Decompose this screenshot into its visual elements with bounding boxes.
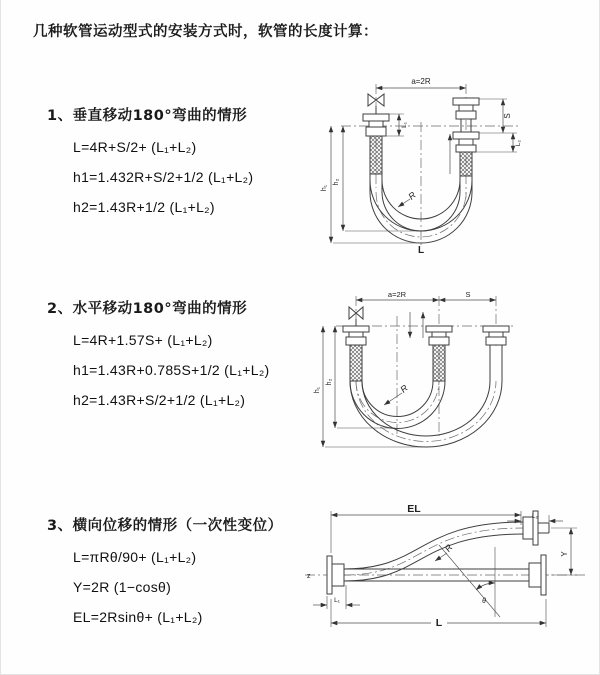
flange-right-upper bbox=[453, 98, 479, 119]
page-title: 几种软管运动型式的安装方式时，软管的长度计算： bbox=[33, 24, 378, 40]
dim-label-s: S bbox=[465, 290, 471, 299]
diagram-lateral-displacement bbox=[299, 503, 594, 633]
formula-l: L=πRθ/90+ (L₁+L₂) bbox=[73, 549, 197, 565]
dim-label-l2: L₂ bbox=[531, 513, 539, 520]
section-1 bbox=[47, 104, 253, 222]
diagram-horizontal-180-bend bbox=[311, 286, 551, 458]
dim-label-l1: L₁ bbox=[334, 597, 340, 604]
dim-label-r: R bbox=[442, 542, 455, 554]
diagram-vertical-180-bend bbox=[311, 70, 551, 255]
dim-label-l1: L₁ bbox=[401, 122, 408, 128]
section-2-formulas bbox=[73, 325, 270, 415]
formula-h1: h1=1.432R+S/2+1/2 (L₁+L₂) bbox=[73, 169, 254, 185]
flange-right bbox=[483, 326, 509, 345]
dim-label-h2: h₂ bbox=[333, 178, 340, 186]
dimension-a-2r bbox=[356, 290, 439, 300]
dim-label-s: S bbox=[503, 113, 512, 119]
section-2 bbox=[47, 297, 270, 415]
dimension-h1 bbox=[314, 326, 423, 447]
dim-label-h1: h₁ bbox=[321, 184, 328, 192]
dimension-a-2r bbox=[376, 77, 466, 88]
dimension-y bbox=[551, 528, 577, 575]
formula-y: Y=2R (1−cosθ) bbox=[73, 579, 172, 595]
dim-label-theta: θ bbox=[482, 598, 486, 605]
dimension-l1 bbox=[313, 585, 360, 609]
formula-h2: h2=1.43R+S/2+1/2 (L₁+L₂) bbox=[73, 392, 246, 408]
dim-label-y: Y bbox=[560, 551, 569, 557]
hose-s-curve bbox=[344, 522, 524, 581]
dim-label-el: EL bbox=[407, 503, 421, 515]
flange-left bbox=[327, 556, 344, 594]
braided-hose-section bbox=[433, 345, 445, 381]
centerline-break-mark: z bbox=[307, 573, 311, 580]
flange-left bbox=[343, 326, 369, 345]
dim-label-r: R bbox=[406, 189, 418, 202]
section-2-heading: 2、水平移动180°弯曲的情形 bbox=[47, 301, 248, 317]
radius-callout bbox=[398, 189, 418, 207]
flange-right-lower bbox=[453, 132, 479, 152]
dim-label-l: L bbox=[435, 617, 443, 629]
section-3-formulas bbox=[73, 542, 283, 632]
dim-label-l: L bbox=[417, 245, 425, 255]
dim-label-r: R bbox=[398, 382, 410, 395]
dim-label-a2r: a=2R bbox=[387, 290, 407, 299]
dim-label-h2: h₂ bbox=[326, 378, 333, 386]
formula-l: L=4R+S/2+ (L₁+L₂) bbox=[73, 139, 197, 155]
flange-middle bbox=[426, 326, 452, 345]
dim-label-a2r: a=2R bbox=[411, 77, 431, 86]
section-3-heading: 3、横向位移的情形（一次性变位） bbox=[47, 518, 283, 534]
dimension-l2 bbox=[474, 133, 522, 152]
formula-l: L=4R+1.57S+ (L₁+L₂) bbox=[73, 332, 213, 348]
dim-label-h1: h₁ bbox=[314, 386, 321, 394]
centerlines bbox=[341, 84, 519, 248]
braided-hose-section bbox=[370, 136, 382, 174]
section-3 bbox=[47, 514, 283, 632]
formula-h2: h2=1.43R+1/2 (L₁+L₂) bbox=[73, 199, 215, 215]
formula-el: EL=2Rsinθ+ (L₁+L₂) bbox=[73, 609, 203, 625]
formula-h1: h1=1.43R+0.785S+1/2 (L₁+L₂) bbox=[73, 362, 270, 378]
braided-hose-section bbox=[460, 152, 472, 176]
dimension-s bbox=[439, 290, 496, 300]
section-1-heading: 1、垂直移动180°弯曲的情形 bbox=[47, 108, 248, 124]
braided-hose-section bbox=[350, 345, 362, 381]
dim-label-l2: L₂ bbox=[515, 139, 522, 147]
dimension-s bbox=[479, 99, 517, 133]
dimension-el bbox=[331, 503, 521, 553]
flange-left bbox=[363, 114, 389, 136]
dimension-l bbox=[331, 599, 546, 629]
section-1-formulas bbox=[73, 132, 253, 222]
